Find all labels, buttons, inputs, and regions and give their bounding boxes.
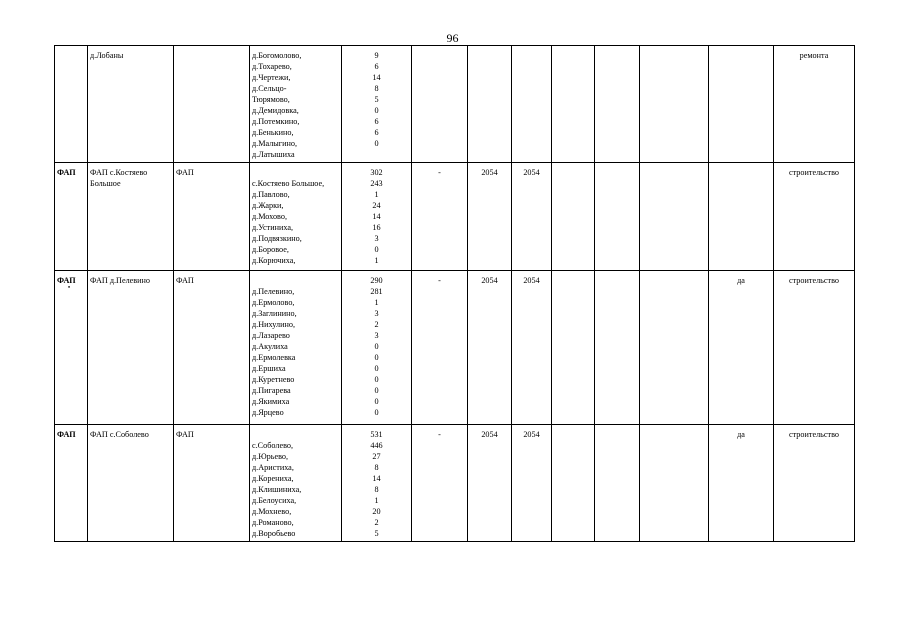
- population-value: 3: [374, 234, 379, 243]
- population-value: 0: [374, 106, 379, 115]
- empty-cell: [595, 163, 640, 271]
- village-name: д.Белоусиха,: [252, 496, 297, 505]
- population-value: 27: [372, 452, 381, 461]
- villages-cell: [250, 46, 342, 163]
- villages-cell: [250, 271, 342, 425]
- table-row: [55, 46, 855, 163]
- population-value: 8: [374, 463, 379, 472]
- villages-cell: [250, 163, 342, 271]
- village-name: д.Аристиха,: [252, 463, 294, 472]
- dash-cell: [412, 425, 468, 542]
- population-value: 281: [370, 287, 383, 296]
- note-cell: [774, 163, 855, 271]
- note-value: ремонта: [799, 51, 829, 60]
- population-value: 446: [370, 441, 383, 450]
- village-name: д.Чертежи,: [252, 73, 291, 82]
- population-value: 2: [374, 320, 379, 329]
- facility-name: д.Лобаны: [90, 51, 124, 60]
- population-value: 243: [370, 179, 383, 188]
- village-name: д.Бенькино,: [252, 128, 294, 137]
- population-value: 0: [374, 386, 379, 395]
- facility-kind-cell: [174, 46, 250, 163]
- spacer: [252, 429, 339, 440]
- facility-type-cell: [55, 46, 88, 163]
- flag-value: да: [737, 276, 745, 285]
- village-name: д.Заглинино,: [252, 309, 297, 318]
- dash-value: -: [438, 168, 441, 177]
- population-cell: [342, 271, 412, 425]
- village-name: д.Романово,: [252, 518, 294, 527]
- facility-type: ФАП: [57, 430, 76, 439]
- flag-cell: [709, 271, 774, 425]
- facility-name-cell: [88, 163, 174, 271]
- empty-cell: [640, 46, 709, 163]
- village-name: д.Юрьево,: [252, 452, 289, 461]
- population-value: 0: [374, 364, 379, 373]
- village-name: д.Ермолово,: [252, 298, 295, 307]
- dash-cell: [412, 271, 468, 425]
- facility-name-cell: [88, 46, 174, 163]
- population-value: 20: [372, 507, 381, 516]
- facility-kind: ФАП: [176, 168, 194, 177]
- facility-type: ФАП: [57, 276, 76, 285]
- population-value: 1: [374, 256, 379, 265]
- population-value: 16: [372, 223, 381, 232]
- population-value: 1: [374, 190, 379, 199]
- year-start-cell: [468, 46, 512, 163]
- village-name: д.Сельцо-: [252, 84, 287, 93]
- year-end-cell: [512, 163, 552, 271]
- village-name: д.Латышиха: [252, 150, 295, 159]
- village-name: д.Куретнево: [252, 375, 295, 384]
- village-name: д.Пелевино,: [252, 287, 295, 296]
- empty-cell: [552, 46, 595, 163]
- village-name: д.Корениха,: [252, 474, 294, 483]
- village-name: д.Клишиниха,: [252, 485, 302, 494]
- village-name: д.Павлово,: [252, 190, 290, 199]
- population-value: 5: [374, 95, 379, 104]
- population-value: 6: [374, 128, 379, 137]
- population-value: 302: [370, 168, 383, 177]
- facility-type-cell: [55, 425, 88, 542]
- village-name: д.Подвязкино,: [252, 234, 302, 243]
- village-name: д.Мохнево,: [252, 507, 292, 516]
- facility-kind-cell: [174, 163, 250, 271]
- population-value: 14: [372, 474, 381, 483]
- empty-cell: [552, 425, 595, 542]
- page-number: 96: [446, 31, 459, 45]
- population-value: 8: [374, 84, 379, 93]
- village-name: д.Потемкино,: [252, 117, 300, 126]
- flag-cell: [709, 425, 774, 542]
- dash-cell: [412, 163, 468, 271]
- facility-kind-cell: [174, 425, 250, 542]
- population-value: 0: [374, 353, 379, 362]
- empty-cell: [595, 271, 640, 425]
- bullet-mark: •: [68, 285, 71, 291]
- village-name: д.Лазарево: [252, 331, 290, 340]
- population-cell: [342, 163, 412, 271]
- facility-type: ФАП: [57, 168, 76, 177]
- village-name: д.Акулиха: [252, 342, 288, 351]
- population-value: 0: [374, 408, 379, 417]
- flag-value: да: [737, 430, 745, 439]
- village-name: Тюрямово,: [252, 95, 290, 104]
- note-cell: [774, 271, 855, 425]
- population-value: 8: [374, 485, 379, 494]
- village-name: д.Мохово,: [252, 212, 288, 221]
- empty-cell: [552, 163, 595, 271]
- year-start: 2054: [481, 168, 498, 177]
- year-start-cell: [468, 425, 512, 542]
- empty-cell: [640, 163, 709, 271]
- year-start-cell: [468, 163, 512, 271]
- table-row: [55, 271, 855, 425]
- population-value: 0: [374, 139, 379, 148]
- population-cell: [342, 46, 412, 163]
- village-name: д.Якимиха: [252, 397, 290, 406]
- facility-name: ФАП с.Соболево: [90, 430, 149, 439]
- population-value: 1: [374, 496, 379, 505]
- facility-name: ФАП с.Костяево Большое: [90, 168, 148, 188]
- empty-cell: [595, 425, 640, 542]
- village-name: д.Ермолевка: [252, 353, 296, 362]
- year-end: 2054: [523, 168, 540, 177]
- year-end: 2054: [523, 430, 540, 439]
- year-start: 2054: [481, 430, 498, 439]
- population-value: 14: [372, 73, 381, 82]
- facilities-table: [54, 45, 855, 542]
- population-value: 1: [374, 298, 379, 307]
- table-row: [55, 425, 855, 542]
- population-value: 14: [372, 212, 381, 221]
- facility-type-cell: [55, 271, 88, 425]
- village-name: д.Воробьево: [252, 529, 296, 538]
- population-value: 3: [374, 309, 379, 318]
- empty-cell: [552, 271, 595, 425]
- year-start-cell: [468, 271, 512, 425]
- village-name: д.Боровое,: [252, 245, 289, 254]
- spacer: [252, 167, 339, 178]
- flag-cell: [709, 46, 774, 163]
- table-row: [55, 163, 855, 271]
- facility-type-cell: [55, 163, 88, 271]
- note-cell: [774, 46, 855, 163]
- note-value: строительство: [788, 168, 840, 177]
- spacer: [252, 275, 339, 286]
- population-value: 290: [370, 276, 383, 285]
- facility-kind-cell: [174, 271, 250, 425]
- population-cell: [342, 425, 412, 542]
- year-end-cell: [512, 46, 552, 163]
- population-value: 6: [374, 117, 379, 126]
- year-end-cell: [512, 425, 552, 542]
- empty-cell: [595, 46, 640, 163]
- population-value: 24: [372, 201, 381, 210]
- population-value: 531: [370, 430, 383, 439]
- note-cell: [774, 425, 855, 542]
- year-start: 2054: [481, 276, 498, 285]
- facility-name-cell: [88, 425, 174, 542]
- village-name: д.Пигарева: [252, 386, 291, 395]
- population-value: 0: [374, 342, 379, 351]
- villages-cell: [250, 425, 342, 542]
- population-value: 0: [374, 245, 379, 254]
- village-name: с.Соболево,: [252, 441, 294, 450]
- year-end: 2054: [523, 276, 540, 285]
- village-name: д.Ершиха: [252, 364, 286, 373]
- village-name: д.Ярцево: [252, 408, 284, 417]
- facility-kind: ФАП: [176, 430, 194, 439]
- facility-kind: ФАП: [176, 276, 194, 285]
- year-end-cell: [512, 271, 552, 425]
- population-value: 3: [374, 331, 379, 340]
- village-name: д.Нихулино,: [252, 320, 296, 329]
- facility-name: ФАП д.Пелевино: [90, 276, 151, 285]
- village-name: д.Богомолово,: [252, 51, 302, 60]
- population-value: 9: [374, 51, 379, 60]
- flag-cell: [709, 163, 774, 271]
- population-value: 2: [374, 518, 379, 527]
- dash-value: -: [438, 276, 441, 285]
- village-name: д.Демидовка,: [252, 106, 299, 115]
- village-name: д.Малыгино,: [252, 139, 298, 148]
- village-name: д.Жарки,: [252, 201, 284, 210]
- population-value: 0: [374, 397, 379, 406]
- facility-name-cell: [88, 271, 174, 425]
- village-name: с.Костяево Большое,: [252, 179, 325, 188]
- village-name: д.Тохарево,: [252, 62, 292, 71]
- table-body: [55, 46, 855, 542]
- empty-cell: [640, 271, 709, 425]
- population-value: 5: [374, 529, 379, 538]
- dash-value: -: [438, 430, 441, 439]
- dash-cell: [412, 46, 468, 163]
- village-name: д.Корючиха,: [252, 256, 296, 265]
- population-value: 6: [374, 62, 379, 71]
- note-value: строительство: [788, 276, 840, 285]
- empty-cell: [640, 425, 709, 542]
- note-value: строительство: [788, 430, 840, 439]
- population-value: 0: [374, 375, 379, 384]
- village-name: д.Устиниха,: [252, 223, 294, 232]
